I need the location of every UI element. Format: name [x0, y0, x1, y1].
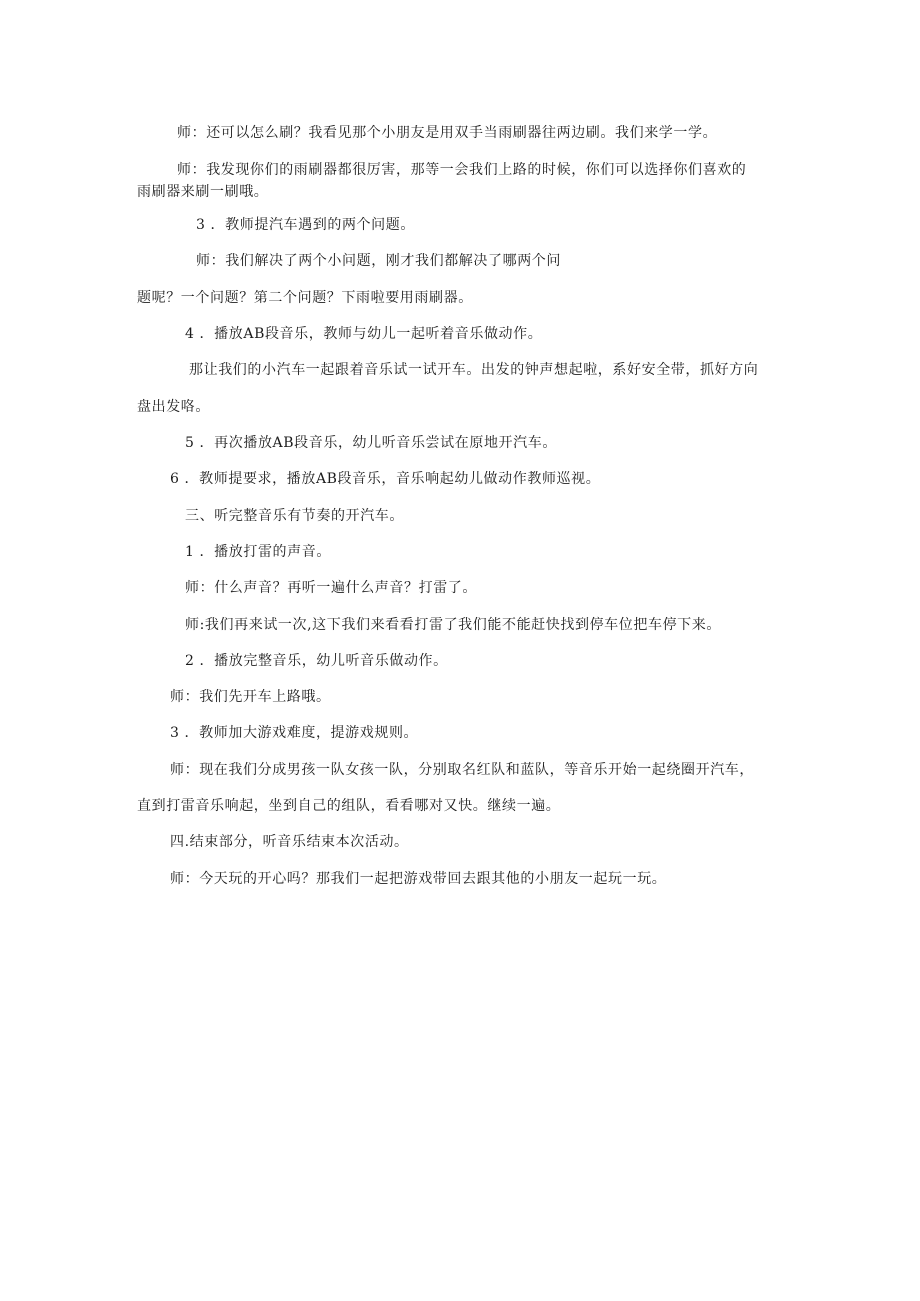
text-line: 师：现在我们分成男孩一队女孩一队，分别取名红队和蓝队，等音乐开始一起绕圈开汽车，: [170, 762, 754, 778]
list-item-number-line: 2 ．播放完整音乐，幼儿听音乐做动作。: [185, 653, 448, 669]
text-line: 那让我们的小汽车一起跟着音乐试一试开车。出发的钟声想起啦，系好安全带，抓好方向: [189, 362, 759, 378]
text-line: 直到打雷音乐响起，坐到自己的组队，看看哪对又快。继续一遍。: [137, 798, 561, 814]
text-line: 师：我发现你们的雨刷器都很厉害，那等一会我们上路的时候，你们可以选择你们喜欢的: [177, 162, 747, 178]
text-line: 师：我们先开车上路哦。: [170, 689, 331, 705]
list-item-number-line: 4 ．播放AB段音乐，教师与幼儿一起听着音乐做动作。: [185, 326, 543, 342]
list-item-number-line: 1 ．播放打雷的声音。: [185, 544, 331, 560]
text-line: 师:我们再来试一次,这下我们来看看打雷了我们能不能赶快找到停车位把车停下来。: [185, 617, 721, 633]
section-heading: 四.结束部分，听音乐结束本次活动。: [170, 834, 409, 850]
text-line: 盘出发咯。: [137, 399, 210, 415]
text-line: 雨刷器来刷一刷哦。: [137, 184, 269, 200]
text-line: 师：我们解决了两个小问题，刚才我们都解决了哪两个问: [196, 253, 561, 269]
text-line: 题呢？一个问题？第二个问题？下雨啦要用雨刷器。: [137, 290, 473, 306]
list-item-number-line: 5 ．再次播放AB段音乐，幼儿听音乐尝试在原地开汽车。: [185, 435, 557, 451]
list-item-number-line: 3 ．教师提汽车遇到的两个问题。: [196, 217, 415, 233]
list-item-number-line: 3 ．教师加大游戏难度，提游戏规则。: [170, 725, 419, 741]
text-line: 师：还可以怎么刷？我看见那个小朋友是用双手当雨刷器往两边刷。我们来学一学。: [177, 125, 718, 141]
list-item-number-line: 6 ．教师提要求，播放AB段音乐，音乐响起幼儿做动作教师巡视。: [170, 471, 601, 487]
text-line: 师：什么声音？再听一遍什么声音？打雷了。: [185, 580, 477, 596]
section-heading: 三、听完整音乐有节奏的开汽车。: [185, 508, 404, 524]
text-line: 师：今天玩的开心吗？那我们一起把游戏带回去跟其他的小朋友一起玩一玩。: [170, 871, 667, 887]
